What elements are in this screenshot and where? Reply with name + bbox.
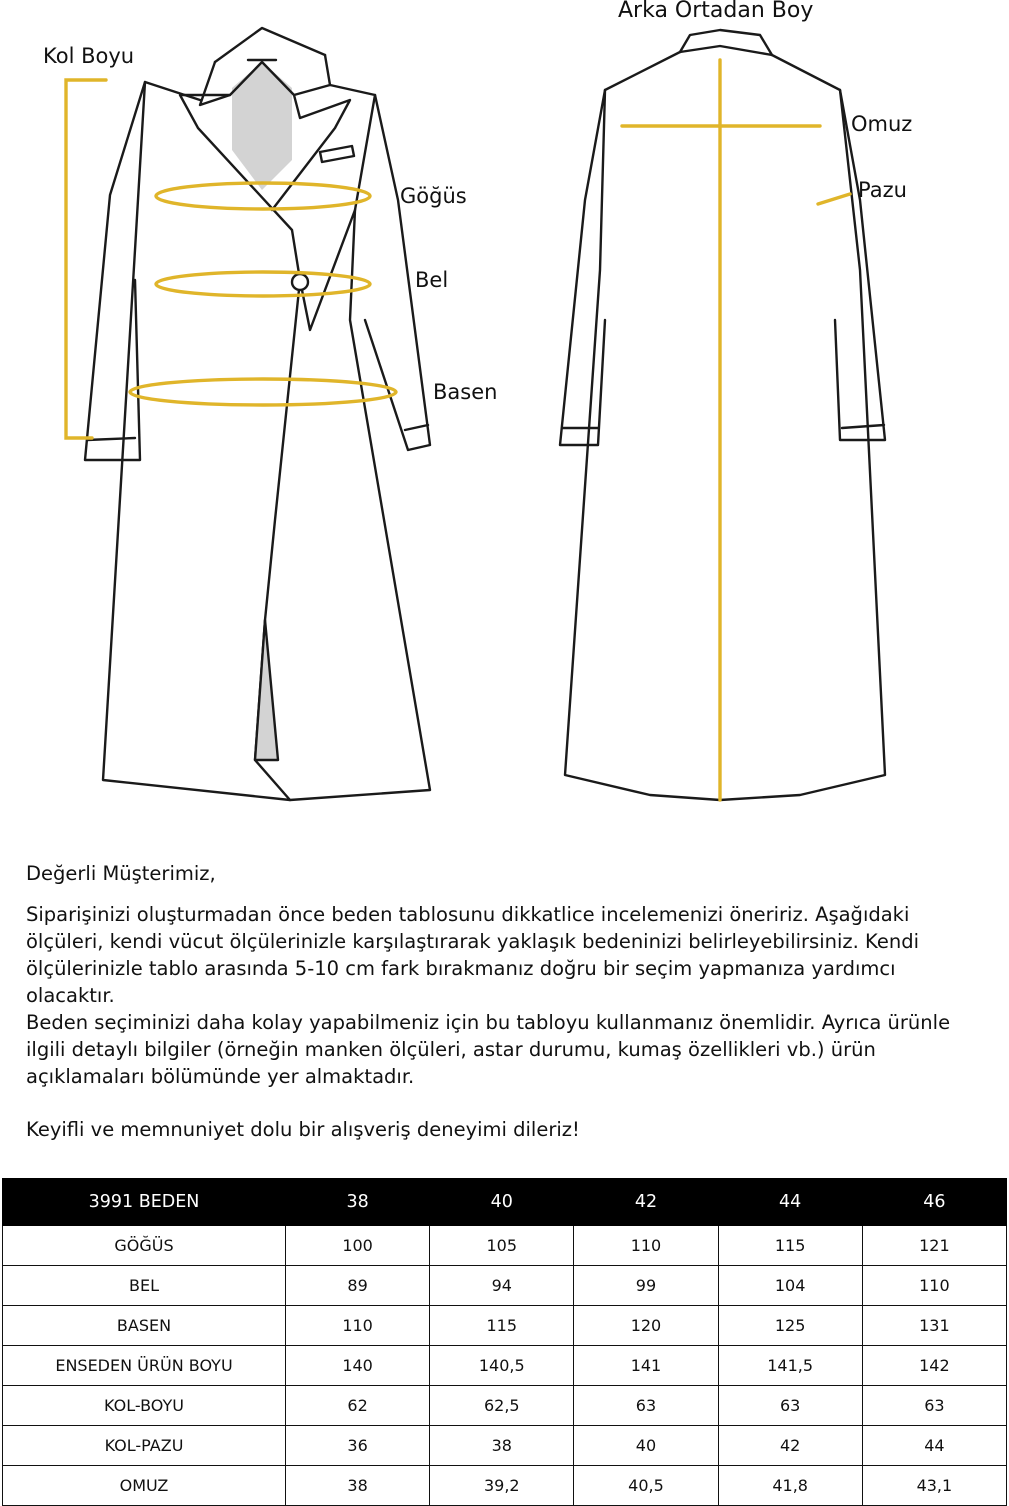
row-label-cell: BEL	[3, 1266, 286, 1306]
table-row	[3, 1426, 1007, 1466]
table-cell: 63	[718, 1386, 862, 1426]
table-cell: 63	[574, 1386, 718, 1426]
label-gogus: Göğüs	[400, 184, 467, 208]
table-cell: 141	[574, 1346, 718, 1386]
kol-boyu-measure-line	[66, 80, 106, 438]
table-cell: 36	[286, 1426, 430, 1466]
table-cell: 141,5	[718, 1346, 862, 1386]
table-cell: 104	[718, 1266, 862, 1306]
row-label-cell: ENSEDEN ÜRÜN BOYU	[3, 1346, 286, 1386]
table-cell: 43,1	[862, 1466, 1006, 1506]
header-cell: 40	[430, 1179, 574, 1226]
table-cell: 110	[862, 1266, 1006, 1306]
row-label-cell: GÖĞÜS	[3, 1226, 286, 1266]
label-omuz: Omuz	[851, 112, 913, 136]
coat-back-drawing	[560, 30, 885, 800]
table-cell: 140	[286, 1346, 430, 1386]
label-pazu: Pazu	[858, 178, 907, 202]
table-cell: 110	[574, 1226, 718, 1266]
table-row	[3, 1266, 1007, 1306]
table-cell: 44	[862, 1426, 1006, 1466]
message-greeting: Değerli Müşterimiz,	[26, 862, 216, 885]
table-header-row	[3, 1179, 1007, 1226]
table-row	[3, 1226, 1007, 1266]
coat-front-drawing	[85, 28, 430, 800]
table-cell: 125	[718, 1306, 862, 1346]
bel-measure-ellipse	[156, 272, 370, 296]
table-cell: 99	[574, 1266, 718, 1306]
customer-message	[26, 860, 986, 1143]
header-cell: 46	[862, 1179, 1006, 1226]
row-label-cell: KOL-PAZU	[3, 1426, 286, 1466]
table-row	[3, 1386, 1007, 1426]
table-cell: 38	[430, 1426, 574, 1466]
message-paragraph-1: Siparişinizi oluşturmadan önce beden tablosunu dikkatlice incelemenizi öneririz. Aşağıdaki ölçüleri, kendi vücut ölçülerinizle karşılaştırarak yaklaşık bedeninizi belirleyebilirsiniz. Kendi ölçülerinizle tablo arasında 5-10 cm fark bırakmanız doğru bir seçim yapmanıza yardımcı olacaktır.	[26, 903, 920, 1007]
table-cell: 40,5	[574, 1466, 718, 1506]
table-cell: 115	[718, 1226, 862, 1266]
label-kol-boyu: Kol Boyu	[43, 44, 135, 68]
table-cell: 40	[574, 1426, 718, 1466]
table-cell: 89	[286, 1266, 430, 1306]
table-cell: 62,5	[430, 1386, 574, 1426]
table-row	[3, 1306, 1007, 1346]
header-cell: 42	[574, 1179, 718, 1226]
row-label-cell: OMUZ	[3, 1466, 286, 1506]
message-closing: Keyifli ve memnuniyet dolu bir alışveriş deneyimi dileriz!	[26, 1118, 580, 1141]
table-cell: 105	[430, 1226, 574, 1266]
table-cell: 41,8	[718, 1466, 862, 1506]
table-cell: 140,5	[430, 1346, 574, 1386]
header-cell: 38	[286, 1179, 430, 1226]
basen-measure-ellipse	[130, 379, 396, 405]
table-cell: 62	[286, 1386, 430, 1426]
table-cell: 131	[862, 1306, 1006, 1346]
row-label-cell: BASEN	[3, 1306, 286, 1346]
header-cell: 3991 BEDEN	[3, 1179, 286, 1226]
size-chart-table	[2, 1178, 1007, 1506]
row-label-cell: KOL-BOYU	[3, 1386, 286, 1426]
label-basen: Basen	[433, 380, 498, 404]
pazu-measure-line	[818, 194, 850, 204]
table-cell: 42	[718, 1426, 862, 1466]
table-cell: 39,2	[430, 1466, 574, 1506]
table-cell: 100	[286, 1226, 430, 1266]
label-arka-ortadan-boy: Arka Ortadan Boy	[618, 0, 814, 23]
table-cell: 120	[574, 1306, 718, 1346]
table-cell: 110	[286, 1306, 430, 1346]
table-cell: 94	[430, 1266, 574, 1306]
table-cell: 142	[862, 1346, 1006, 1386]
message-paragraph-2: Beden seçiminizi daha kolay yapabilmeniz için bu tabloyu kullanmanız önemlidir. Ayrıca ürünle ilgili detaylı bilgiler (örneğin manken ölçüleri, astar durumu, kumaş özellikleri vb.) ürün açıklamaları bölümünde yer almaktadır.	[26, 1011, 951, 1088]
table-cell: 115	[430, 1306, 574, 1346]
table-cell: 63	[862, 1386, 1006, 1426]
header-cell: 44	[718, 1179, 862, 1226]
table-cell: 38	[286, 1466, 430, 1506]
table-cell: 121	[862, 1226, 1006, 1266]
table-row	[3, 1346, 1007, 1386]
label-bel: Bel	[415, 268, 449, 292]
